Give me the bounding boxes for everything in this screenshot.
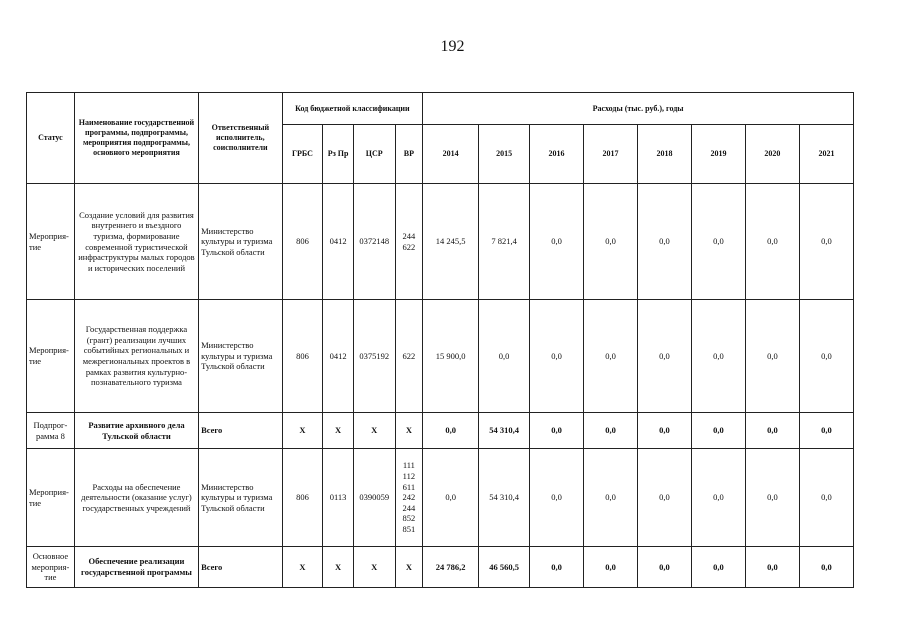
executor-cell: Всего	[199, 413, 283, 449]
rzpr-cell: X	[323, 413, 354, 449]
year-header: 2021	[799, 125, 853, 184]
value-cell: 0,0	[799, 413, 853, 449]
value-cell: 0,0	[584, 547, 638, 588]
name-cell: Государственная поддержка (грант) реализации лучших событийных региональных и межрегиональных проектов в рамках развития культурно-познавательного туризма	[74, 300, 198, 413]
table-row	[27, 449, 854, 547]
vr-cell: X	[395, 547, 423, 588]
col-name-header: Наименование государственной программы, подпрограммы, мероприятия подпрограммы, основного мероприятия	[74, 93, 198, 184]
value-cell: 0,0	[423, 449, 479, 547]
value-cell: 0,0	[637, 184, 691, 300]
status-cell: Мероприя-тие	[27, 449, 75, 547]
col-status-header: Статус	[27, 93, 75, 184]
value-cell: 0,0	[799, 547, 853, 588]
csr-cell: X	[353, 547, 395, 588]
header-row-top	[27, 93, 854, 125]
grbs-cell: 806	[282, 184, 323, 300]
year-header: 2020	[745, 125, 799, 184]
value-cell: 0,0	[584, 449, 638, 547]
executor-cell: Всего	[199, 547, 283, 588]
value-cell: 0,0	[745, 184, 799, 300]
table-row	[27, 300, 854, 413]
col-executor-header: Ответственный исполнитель, соисполнители	[199, 93, 283, 184]
value-cell: 46 560,5	[479, 547, 530, 588]
name-cell: Расходы на обеспечение деятельности (оказание услуг) государственных учреждений	[74, 449, 198, 547]
page-number: 192	[440, 38, 465, 55]
value-cell: 15 900,0	[423, 300, 479, 413]
csr-cell: 0372148	[353, 184, 395, 300]
value-cell: 0,0	[637, 300, 691, 413]
col-rzpr-header: Рз Пр	[323, 125, 354, 184]
value-cell: 54 310,4	[479, 413, 530, 449]
year-header: 2016	[530, 125, 584, 184]
status-cell: Подпрог-рамма 8	[27, 413, 75, 449]
vr-cell: 244 622	[395, 184, 423, 300]
csr-cell: 0375192	[353, 300, 395, 413]
csr-cell: X	[353, 413, 395, 449]
rzpr-cell: 0113	[323, 449, 354, 547]
value-cell: 0,0	[530, 413, 584, 449]
value-cell: 0,0	[799, 449, 853, 547]
value-cell: 0,0	[479, 300, 530, 413]
value-cell: 0,0	[637, 413, 691, 449]
status-cell: Мероприя-тие	[27, 300, 75, 413]
rzpr-cell: X	[323, 547, 354, 588]
year-header: 2019	[691, 125, 745, 184]
value-cell: 24 786,2	[423, 547, 479, 588]
year-header: 2014	[423, 125, 479, 184]
vr-cell: X	[395, 413, 423, 449]
value-cell: 0,0	[530, 184, 584, 300]
value-cell: 0,0	[637, 449, 691, 547]
value-cell: 0,0	[530, 449, 584, 547]
csr-cell: 0390059	[353, 449, 395, 547]
value-cell: 0,0	[691, 547, 745, 588]
value-cell: 0,0	[691, 300, 745, 413]
table-row	[27, 547, 854, 588]
value-cell: 0,0	[691, 449, 745, 547]
table-row	[27, 413, 854, 449]
value-cell: 54 310,4	[479, 449, 530, 547]
value-cell: 0,0	[423, 413, 479, 449]
col-grbs-header: ГРБС	[282, 125, 323, 184]
executor-cell: Министерство культуры и туризма Тульской области	[199, 184, 283, 300]
value-cell: 0,0	[584, 184, 638, 300]
value-cell: 0,0	[745, 547, 799, 588]
year-header: 2017	[584, 125, 638, 184]
value-cell: 0,0	[637, 547, 691, 588]
rzpr-cell: 0412	[323, 300, 354, 413]
budget-code-header: Код бюджетной классификации	[282, 93, 423, 125]
value-cell: 0,0	[799, 300, 853, 413]
name-cell: Развитие архивного дела Тульской области	[74, 413, 198, 449]
value-cell: 0,0	[584, 300, 638, 413]
grbs-cell: 806	[282, 449, 323, 547]
year-header: 2018	[637, 125, 691, 184]
vr-cell: 111 112 611 242 244 852 851	[395, 449, 423, 547]
value-cell: 0,0	[530, 547, 584, 588]
table-row	[27, 184, 854, 300]
name-cell: Обеспечение реализации государственной программы	[74, 547, 198, 588]
grbs-cell: 806	[282, 300, 323, 413]
value-cell: 14 245,5	[423, 184, 479, 300]
col-vr-header: ВР	[395, 125, 423, 184]
value-cell: 0,0	[745, 300, 799, 413]
budget-table	[26, 92, 854, 588]
executor-cell: Министерство культуры и туризма Тульской области	[199, 449, 283, 547]
executor-cell: Министерство культуры и туризма Тульской области	[199, 300, 283, 413]
expenses-header: Расходы (тыс. руб.), годы	[423, 93, 854, 125]
status-cell: Основное мероприя-тие	[27, 547, 75, 588]
rzpr-cell: 0412	[323, 184, 354, 300]
value-cell: 0,0	[584, 413, 638, 449]
value-cell: 0,0	[745, 449, 799, 547]
value-cell: 0,0	[799, 184, 853, 300]
status-cell: Мероприя-тие	[27, 184, 75, 300]
vr-cell: 622	[395, 300, 423, 413]
grbs-cell: X	[282, 413, 323, 449]
year-header: 2015	[479, 125, 530, 184]
value-cell: 0,0	[530, 300, 584, 413]
value-cell: 0,0	[691, 184, 745, 300]
col-csr-header: ЦСР	[353, 125, 395, 184]
value-cell: 0,0	[745, 413, 799, 449]
name-cell: Создание условий для развития внутреннего и въездного туризма, формирование современной туристической инфраструктуры малых городов и исторических поселений	[74, 184, 198, 300]
grbs-cell: X	[282, 547, 323, 588]
value-cell: 0,0	[691, 413, 745, 449]
value-cell: 7 821,4	[479, 184, 530, 300]
